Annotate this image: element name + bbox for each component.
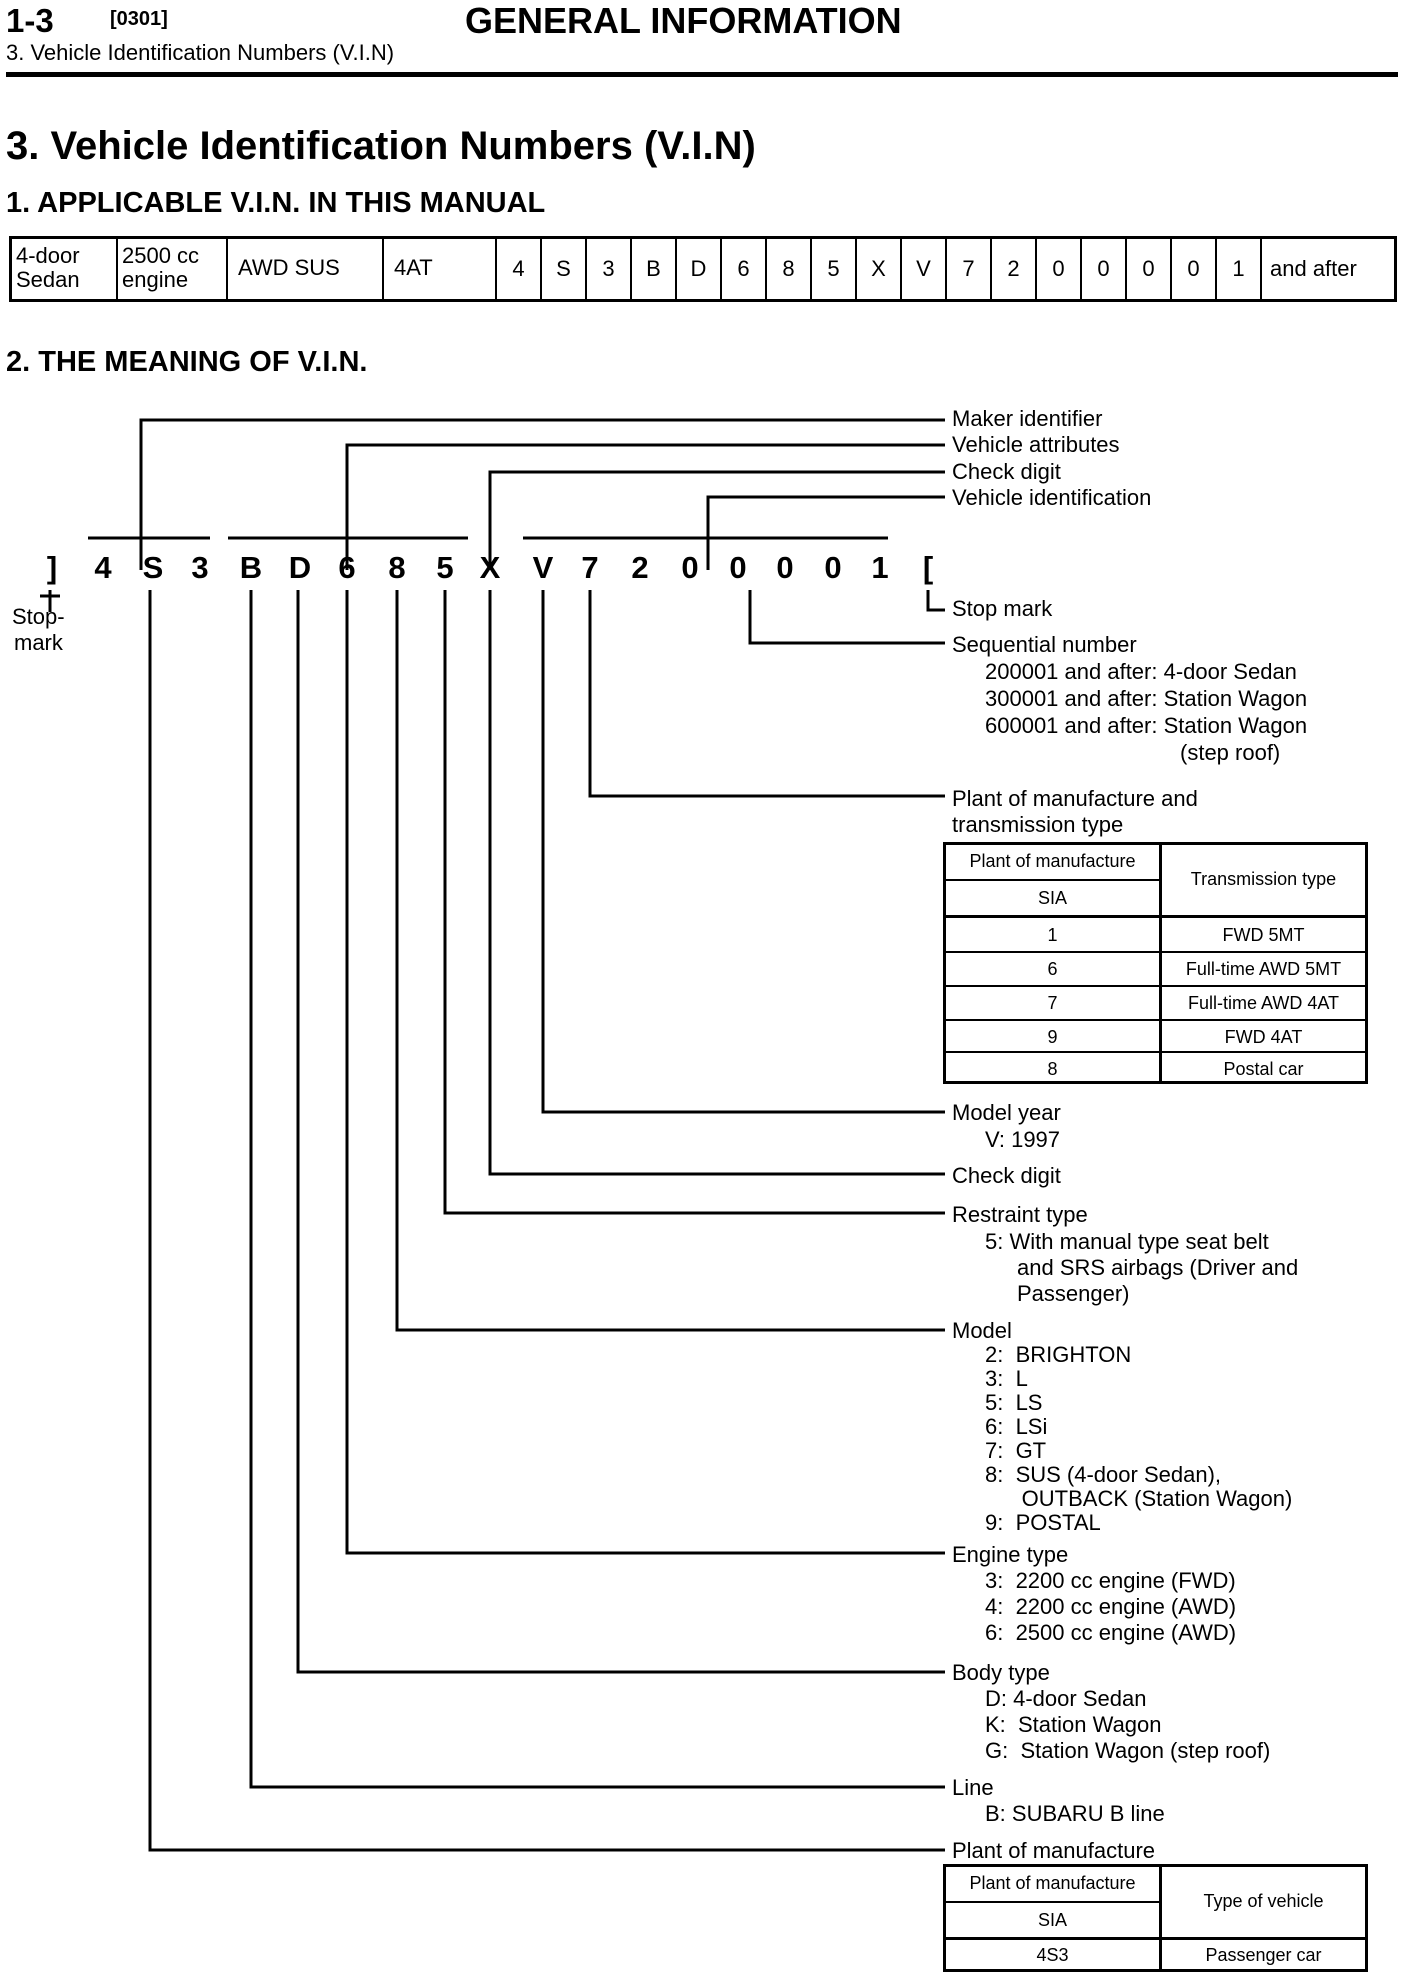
vin-char-cell: 2 (992, 239, 1037, 299)
vin-char-cell: 4 (497, 239, 542, 299)
vin-display-char: X (479, 550, 501, 585)
engine-item: 4: 2200 cc engine (AWD) (985, 1594, 1237, 1619)
vin-display-char: B (239, 550, 263, 585)
plant-h1b: SIA (1037, 1910, 1067, 1930)
plant-h1: Plant of manufacture (969, 1873, 1136, 1893)
vin-display-char: 2 (631, 550, 649, 585)
body-item: D: 4-door Sedan (985, 1686, 1147, 1711)
transmission-table (943, 842, 1368, 1084)
line-item: B: SUBARU B line (985, 1801, 1165, 1826)
trans-row-type: FWD 4AT (1224, 1027, 1303, 1047)
trans-row-code: 9 (1047, 1027, 1058, 1047)
trans-row-code: 6 (1047, 959, 1058, 979)
vin-char-cell: D (677, 239, 722, 299)
label-vehicle-id: Vehicle identification (952, 485, 1152, 510)
section2-heading: 2. THE MEANING OF V.I.N. (6, 346, 368, 378)
vin-char-cell: 0 (1082, 239, 1127, 299)
vin-display-char: 7 (581, 550, 599, 585)
label-model: Model (952, 1318, 1012, 1343)
section-code: [0301] (110, 8, 168, 30)
seq-3b: (step roof) (1180, 740, 1281, 765)
body-item: K: Station Wagon (985, 1712, 1162, 1737)
trans-row-type: Full-time AWD 5MT (1185, 959, 1342, 979)
seq-2: 300001 and after: Station Wagon (985, 686, 1308, 711)
vin-char-cell: B (632, 239, 677, 299)
transmission-cell-text: 4AT (394, 255, 433, 280)
vin-close-bracket: [ (922, 550, 934, 585)
section-title: GENERAL INFORMATION (465, 0, 902, 41)
label-model-year: Model year (952, 1100, 1061, 1125)
vin-display-char: 4 (94, 550, 112, 585)
vin-char-cell: 3 (587, 239, 632, 299)
vin-display-char: 8 (388, 550, 406, 585)
vin-char-cell: S (542, 239, 587, 299)
plant-row-type: Passenger car (1205, 1945, 1322, 1965)
model-year-v: V: 1997 (985, 1127, 1061, 1152)
section1-heading: 1. APPLICABLE V.I.N. IN THIS MANUAL (6, 187, 546, 219)
model-item: 9: POSTAL (985, 1510, 1101, 1535)
label-check-digit: Check digit (952, 1163, 1061, 1188)
vin-display-char: S (142, 550, 164, 585)
vin-display-char: 0 (776, 550, 794, 585)
restraint-3: Passenger) (1017, 1281, 1130, 1306)
vin-char-cell: X (857, 239, 902, 299)
model-item: OUTBACK (Station Wagon) (985, 1486, 1293, 1511)
label-stop-mark: Stop mark (952, 596, 1053, 621)
trans-row-type: FWD 5MT (1222, 925, 1305, 945)
vin-display-char: 0 (681, 550, 699, 585)
label-maker: Maker identifier (952, 406, 1103, 431)
model-item: 3: L (985, 1366, 1028, 1391)
trans-row-code: 8 (1047, 1059, 1058, 1079)
page-number: 1-3 (6, 2, 54, 39)
vin-display-char: 5 (436, 550, 454, 585)
restraint-2: and SRS airbags (Driver and (1017, 1255, 1299, 1280)
body-item: G: Station Wagon (step roof) (985, 1738, 1271, 1763)
trans-row-type: Postal car (1223, 1059, 1304, 1079)
body-cell-line: 4-door (16, 243, 80, 268)
vin-char-cell: 7 (947, 239, 992, 299)
model-item: 5: LS (985, 1390, 1043, 1415)
vin-display-char: V (532, 550, 554, 585)
seq-1: 200001 and after: 4-door Sedan (985, 659, 1297, 684)
vin-char-cell: 0 (1127, 239, 1172, 299)
vin-char-cell: 0 (1037, 239, 1082, 299)
model-cell-text: AWD SUS (238, 255, 340, 280)
engine-cell-line: engine (122, 267, 189, 292)
trans-h2: Transmission type (1190, 869, 1337, 889)
model-item: 8: SUS (4-door Sedan), (985, 1462, 1222, 1487)
vin-display-char: D (288, 550, 312, 585)
trans-row-code: 1 (1047, 925, 1058, 945)
vin-char-cell: 8 (767, 239, 812, 299)
plant-row-code: 4S3 (1036, 1945, 1069, 1965)
trans-row-code: 7 (1047, 993, 1058, 1013)
label-engine: Engine type (952, 1542, 1069, 1567)
page-title: 3. Vehicle Identification Numbers (V.I.N) (6, 124, 756, 168)
vin-display-char: 0 (824, 550, 842, 585)
vin-display-char: 3 (191, 550, 209, 585)
label-restraint: Restraint type (952, 1202, 1088, 1227)
vin-char-cell: 5 (812, 239, 857, 299)
vin-char-cell: 0 (1172, 239, 1217, 299)
label-check-top: Check digit (952, 459, 1061, 484)
engine-item: 6: 2500 cc engine (AWD) (985, 1620, 1237, 1645)
body-cell-line: Sedan (16, 267, 80, 292)
vin-display-char: 6 (338, 550, 356, 585)
label-attributes: Vehicle attributes (952, 432, 1120, 457)
vin-display-char: 0 (729, 550, 747, 585)
seq-3: 600001 and after: Station Wagon (985, 713, 1308, 738)
stop-mark-left-2: mark (14, 630, 63, 655)
restraint-1: 5: With manual type seat belt (985, 1229, 1269, 1254)
label-plant-trans-2: transmission type (952, 812, 1124, 837)
model-item: 6: LSi (985, 1414, 1048, 1439)
plant-table (943, 1864, 1368, 1972)
trans-h1b: SIA (1037, 888, 1067, 908)
trans-h1: Plant of manufacture (969, 851, 1136, 871)
stop-mark-left-1: Stop- (12, 604, 65, 629)
engine-cell-line: 2500 cc (122, 243, 200, 268)
model-item: 7: GT (985, 1438, 1047, 1463)
vin-open-bracket: ] (46, 550, 58, 585)
vin-char-cell: V (902, 239, 947, 299)
label-line: Line (952, 1775, 994, 1800)
engine-item: 3: 2200 cc engine (FWD) (985, 1568, 1236, 1593)
label-plant-trans-1: Plant of manufacture and (952, 786, 1198, 811)
label-body: Body type (952, 1660, 1050, 1685)
suffix-cell: and after (1270, 256, 1357, 281)
model-item: 2: BRIGHTON (985, 1342, 1132, 1367)
vin-display-char: 1 (871, 550, 889, 585)
plant-h2: Type of vehicle (1203, 1891, 1324, 1911)
vin-char-cell: 1 (1217, 239, 1262, 299)
label-plant: Plant of manufacture (952, 1838, 1156, 1863)
vin-char-cell: 6 (722, 239, 767, 299)
breadcrumb: 3. Vehicle Identification Numbers (V.I.N) (6, 40, 395, 65)
trans-row-type: Full-time AWD 4AT (1187, 993, 1339, 1013)
label-sequential: Sequential number (952, 632, 1137, 657)
